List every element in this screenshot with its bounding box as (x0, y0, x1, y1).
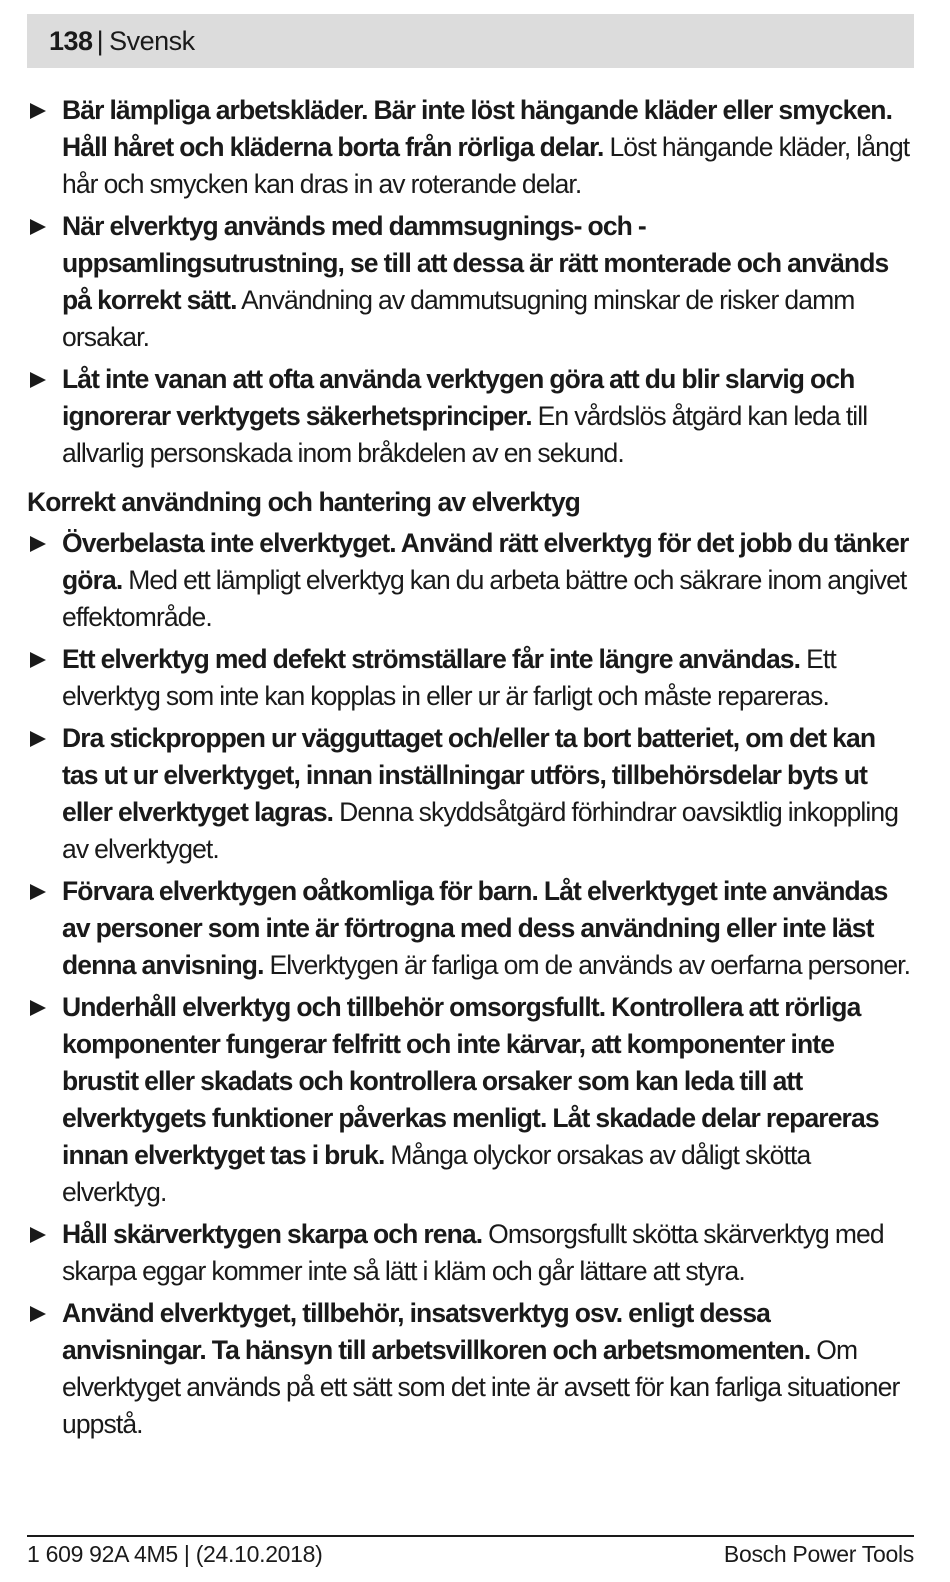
brand-name: Bosch Power Tools (723, 1541, 914, 1567)
header-language: Svensk (109, 25, 195, 56)
list-item-text: Om elverktyget används på ett sätt som det inte är avsett för kan farliga situationer uppstå. (62, 1335, 900, 1439)
bullet-triangle-icon (30, 372, 46, 388)
list-item-bold-text: När elverktyg används med dammsugnings- och -uppsamlingsutrustning, se till att dessa är rätt monterade och används på korrekt sätt. (62, 211, 889, 315)
list-item (27, 873, 912, 984)
list-item (27, 208, 912, 356)
bullet-triangle-icon (30, 652, 46, 668)
list-item (27, 525, 912, 636)
bullet-triangle-icon (30, 1306, 46, 1322)
list-item-bold-text: Använd elverktyget, tillbehör, insatsverktyg osv. enligt dessa anvisningar. Ta hänsyn till arbetsvillkoren och arbetsmomenten. (62, 1298, 811, 1365)
list-item-bold-text: Håll skärverktygen skarpa och rena. (62, 1219, 483, 1249)
header-separator: | (96, 25, 104, 56)
list-item-bold-text: Dra stickproppen ur vägguttaget och/eller ta bort batteriet, om det kan tas ut ur elverktyget, innan inställningar utförs, tillbehörsdelar byts ut eller elverktyget lagras. (62, 723, 876, 827)
document-number: 1 609 92A 4M5 | (24.10.2018) (27, 1541, 323, 1567)
list-item-bold-text: Förvara elverktygen oåtkomliga för barn. Låt elverktyget inte användas av personer som inte är förtrogna med dess användning eller inte läst denna anvisning. (62, 876, 888, 980)
list-item (27, 989, 912, 1211)
list-item-bold-text: Låt inte vanan att ofta använda verktygen göra att du blir slarvig och ignorerar verktygets säkerhetsprinciper. (62, 364, 855, 431)
page-header (27, 14, 914, 68)
list-item (27, 720, 912, 868)
list-item-bold-text: Ett elverktyg med defekt strömställare får inte längre användas. (62, 644, 801, 674)
document-body (27, 92, 912, 1448)
list-item-text: Elverktygen är farliga om de används av oerfarna personer. (263, 950, 911, 980)
list-item-bold-text: Underhåll elverktyg och tillbehör omsorgsfullt. Kontrollera att rörliga komponenter fungerar felfritt och inte kärvar, att komponenter inte brustit eller skadats och kontrollera orsaker som kan leda till att elverktygets funktioner påverkas menligt. Låt skadade delar repareras innan elverktyget tas i bruk. (62, 992, 879, 1170)
list-item (27, 1295, 912, 1443)
list-item (27, 361, 912, 472)
list-item (27, 92, 912, 203)
list-item-text: Omsorgsfullt skötta skärverktyg med skarpa eggar kommer inte så lätt i kläm och går lättare att styra. (62, 1219, 884, 1286)
list-item-text: Denna skyddsåtgärd förhindrar oavsiktlig inkoppling av elverktyget. (62, 797, 899, 864)
list-item-text: Löst hängande kläder, långt hår och smycken kan dras in av roterande delar. (62, 132, 910, 199)
bullet-triangle-icon (30, 731, 46, 747)
list-item-bold-text: Bär lämpliga arbetskläder. Bär inte löst hängande kläder eller smycken. Håll håret och kläderna borta från rörliga delar. (62, 95, 893, 162)
page-footer (27, 1535, 914, 1568)
list-item (27, 1216, 912, 1290)
list-item-bold-text: Överbelasta inte elverktyget. Använd rätt elverktyg för det jobb du tänker göra. (62, 528, 909, 595)
bullet-triangle-icon (30, 1227, 46, 1243)
list-item-text: En vårdslös åtgärd kan leda till allvarlig personskada inom bråkdelen av en sekund. (62, 401, 868, 468)
list-item-text: Med ett lämpligt elverktyg kan du arbeta bättre och säkrare inom angivet effektområde. (62, 565, 907, 632)
bullet-triangle-icon (30, 536, 46, 552)
page-number: 138 (49, 25, 93, 56)
bullet-triangle-icon (30, 219, 46, 235)
section-heading: Korrekt användning och hantering av elverktyg (27, 487, 580, 517)
list-item-text: Användning av dammutsugning minskar de risker damm orsakar. (62, 285, 855, 352)
list-item-text: Ett elverktyg som inte kan kopplas in eller ur är farligt och måste repareras. (62, 644, 836, 711)
bullet-triangle-icon (30, 103, 46, 119)
bullet-triangle-icon (30, 884, 46, 900)
list-item-text: Många olyckor orsakas av dåligt skötta elverktyg. (62, 1140, 811, 1207)
list-item (27, 641, 912, 715)
bullet-triangle-icon (30, 1000, 46, 1016)
